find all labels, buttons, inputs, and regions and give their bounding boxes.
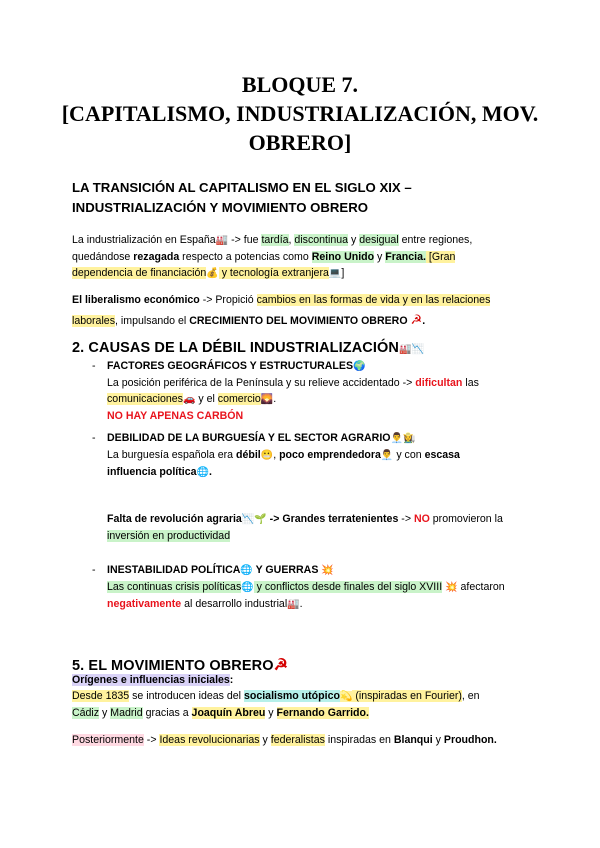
section-1-heading (72, 178, 412, 218)
worried-face-icon: 😬 (260, 450, 274, 461)
paragraph-origenes: Orígenes e influencias iniciales: Desde 1835 se introducen ideas del socialismo utópico💫 (inspiradas en Fourier), en Cádiz y Madrid gracias a Joaquín Abreu y Fernando Garrido. (72, 674, 480, 719)
seedling-icon: 🌱 (254, 514, 267, 525)
laptop-icon: 💻 (328, 268, 342, 279)
explosion-icon: 💥 (321, 565, 334, 576)
globe-icon: 🌍 (353, 361, 366, 372)
globe-network-icon: 🌐 (240, 565, 253, 576)
people-icon: 👨‍💼👩‍🌾 (390, 433, 416, 444)
car-icon: 🚗 (182, 394, 196, 405)
title-line-1: BLOQUE 7. (241, 72, 359, 97)
section-5-heading: 5. EL MOVIMIENTO OBRERO☭ (72, 657, 289, 674)
section-1-heading-line-1: LA TRANSICIÓN AL CAPITALISMO EN EL SIGLO XIX – (72, 180, 412, 195)
highlight-tardia: tardía (261, 234, 289, 246)
businessman-icon: 👨‍💼 (380, 450, 394, 461)
paragraph-industrializacion: La industrialización en España🏭 -> fue tardía, discontinua y desigual entre regiones, quedándose rezagada respecto a potencias como Reino Unido y Francia. [Gran dependencia de financiación💰 y tecnología extranjera💻] (72, 234, 473, 279)
chart-down-icon: 📉 (411, 344, 425, 355)
chart-down-icon: 📉 (241, 514, 255, 525)
list-bullet: - (92, 564, 96, 576)
paragraph-liberalismo: El liberalismo económico -> Propició cambios en las formas de vida y en las relaciones laborales, impulsando el CRECIMIENTO DEL MOVIMIENTO OBRERO ☭. (72, 294, 491, 327)
list-bullet: - (92, 432, 96, 444)
highlight-reino-unido: Reino Unido (311, 251, 375, 263)
factory-icon: 🏭 (398, 344, 412, 355)
sunset-icon: 🌄 (260, 394, 274, 405)
factory-icon: 🏭 (215, 235, 229, 246)
sparkle-icon: 💫 (339, 691, 353, 702)
factory-icon: 🏭 (287, 599, 300, 610)
money-bag-icon: 💰 (206, 268, 219, 279)
explosion-icon: 💥 (445, 582, 458, 593)
highlight-origenes: Orígenes e influencias iniciales (72, 674, 230, 686)
section-1-heading-line-2: INDUSTRIALIZACIÓN Y MOVIMIENTO OBRERO (72, 200, 369, 215)
highlight-cambios: cambios en las formas de vida y en las relaciones (256, 294, 491, 306)
section-2-heading: 2. CAUSAS DE LA DÉBIL INDUSTRIALIZACIÓN🏭📉 (72, 340, 425, 356)
hammer-sickle-icon: ☭ (410, 312, 423, 327)
title-line-3: OBRERO] (248, 130, 352, 155)
highlight-discontinua: discontinua (294, 234, 349, 246)
highlight-francia: Francia. (385, 251, 426, 263)
list-bullet: - (92, 360, 96, 372)
document-title (0, 70, 600, 157)
globe-network-icon: 🌐 (241, 582, 254, 593)
hammer-sickle-icon: ☭ (273, 657, 289, 674)
paragraph-posteriormente: Posteriormente -> Ideas revolucionarias y federalistas inspiradas en Blanqui y Proudhon. (72, 734, 497, 746)
title-line-2: [CAPITALISMO, INDUSTRIALIZACIÓN, MOV. (61, 101, 539, 126)
highlight-desigual: desigual (359, 234, 399, 246)
globe-network-icon: 🌐 (196, 467, 209, 478)
